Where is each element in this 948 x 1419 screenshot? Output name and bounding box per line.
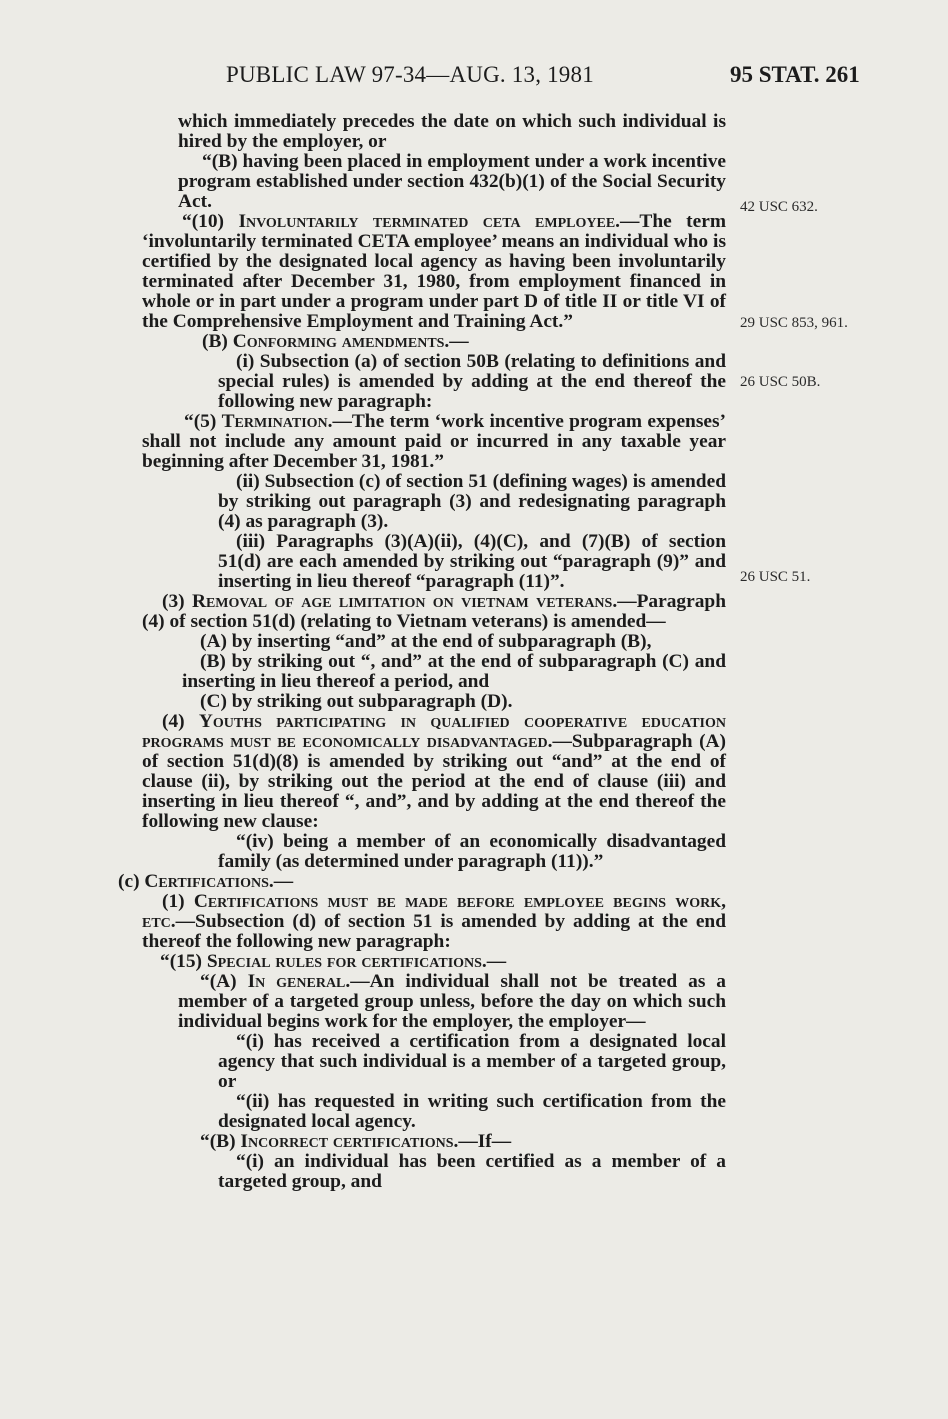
page-header	[0, 62, 948, 96]
text-line: which immediately precedes the date on which such individual is hired by the employer, or	[178, 111, 726, 152]
conforming-amendments-heading: (B) Conforming amendments.—	[202, 331, 469, 352]
paragraph-1-certifications: (1) Certifications must be made before employee begins work, etc.—Subsection (d) of section 51 is amended by adding at the end thereof the following new paragraph:	[142, 891, 726, 952]
statute-page-number: 95 STAT. 261	[730, 62, 860, 87]
paragraph-5-termination: “(5) Termination.—The term ‘work incentive program expenses’ shall not include any amount paid or incurred in any taxable year beginning after December 31, 1981.”	[142, 411, 726, 472]
clause-ii-requested-certification: “(ii) has requested in writing such certification from the designated local agency.	[218, 1091, 726, 1132]
subparagraph-b-incorrect: “(B) Incorrect certifications.—If—	[200, 1131, 512, 1152]
clause-iv-disadvantaged: “(iv) being a member of an economically disadvantaged family (as determined under paragraph (11)).”	[218, 831, 726, 872]
clause-i-received-certification: “(i) has received a certification from a designated local agency that such individual is a member of a targeted group, or	[218, 1031, 726, 1092]
subparagraph-b-work-incentive: “(B) having been placed in employment under a work incentive program established under section 432(b)(1) of the Social Security Act.	[178, 151, 726, 212]
margin-note-26-usc-50b: 26 USC 50B.	[740, 374, 821, 390]
subparagraph-c-striking: (C) by striking out subparagraph (D).	[200, 691, 513, 712]
paragraph-3-vietnam-veterans: (3) Removal of age limitation on vietnam veterans.—Paragraph (4) of section 51(d) (relating to Vietnam veterans) is amended—	[142, 591, 726, 632]
heading-involuntarily-terminated: Involuntarily terminated ceta employee.	[238, 211, 621, 232]
paragraph-10: “(10) Involuntarily terminated ceta employee.—The term ‘involuntarily terminated CETA employee’ means an individual who is certified by the designated local agency as having been involuntarily terminated after December 31, 1980, from employment financed in whole or in part under a program under part D of title II or title VI of the Comprehensive Employment and Training Act.”	[142, 211, 726, 332]
page-header-title: PUBLIC LAW 97-34—AUG. 13, 1981	[226, 62, 594, 87]
subparagraph-a-in-general: “(A) In general.—An individual shall not be treated as a member of a targeted group unless, before the day on which such individual begins work for the employer, the employer—	[178, 971, 726, 1032]
subparagraph-a-inserting: (A) by inserting “and” at the end of subparagraph (B),	[200, 631, 652, 652]
clause-iii-section-51d: (iii) Paragraphs (3)(A)(ii), (4)(C), and (7)(B) of section 51(d) are each amended by striking out “paragraph (9)” and inserting in lieu thereof “paragraph (11)”.	[218, 531, 726, 592]
subsection-c-certifications: (c) Certifications.—	[118, 871, 294, 892]
paragraph-4-youths: (4) Youths participating in qualified cooperative education programs must be economically disadvantaged.—Subparagraph (A) of section 51(d)(8) is amended by striking out “and” at the end of clause (ii), by striking out the period at the end of clause (iii) and inserting in lieu thereof “, and”, and by adding at the end thereof the following new clause:	[142, 711, 727, 832]
clause-i-individual-certified: “(i) an individual has been certified as a member of a targeted group, and	[218, 1151, 726, 1192]
margin-note-26-usc-51: 26 USC 51.	[740, 569, 811, 585]
clause-ii-section-51c: (ii) Subsection (c) of section 51 (defining wages) is amended by striking out paragraph (3) and redesignating paragraph (4) as paragraph (3).	[218, 471, 726, 532]
statute-text	[118, 112, 726, 1192]
margin-note-42-usc-632: 42 USC 632.	[740, 199, 818, 215]
paragraph-15-special-rules: “(15) Special rules for certifications.—	[160, 951, 507, 972]
clause-i-section-50b: (i) Subsection (a) of section 50B (relating to definitions and special rules) is amended by adding at the end thereof the following new paragraph:	[218, 351, 726, 412]
subparagraph-b-striking: (B) by striking out “, and” at the end of subparagraph (C) and inserting in lieu thereof a period, and	[182, 651, 726, 692]
margin-note-29-usc-853: 29 USC 853, 961.	[740, 315, 848, 331]
